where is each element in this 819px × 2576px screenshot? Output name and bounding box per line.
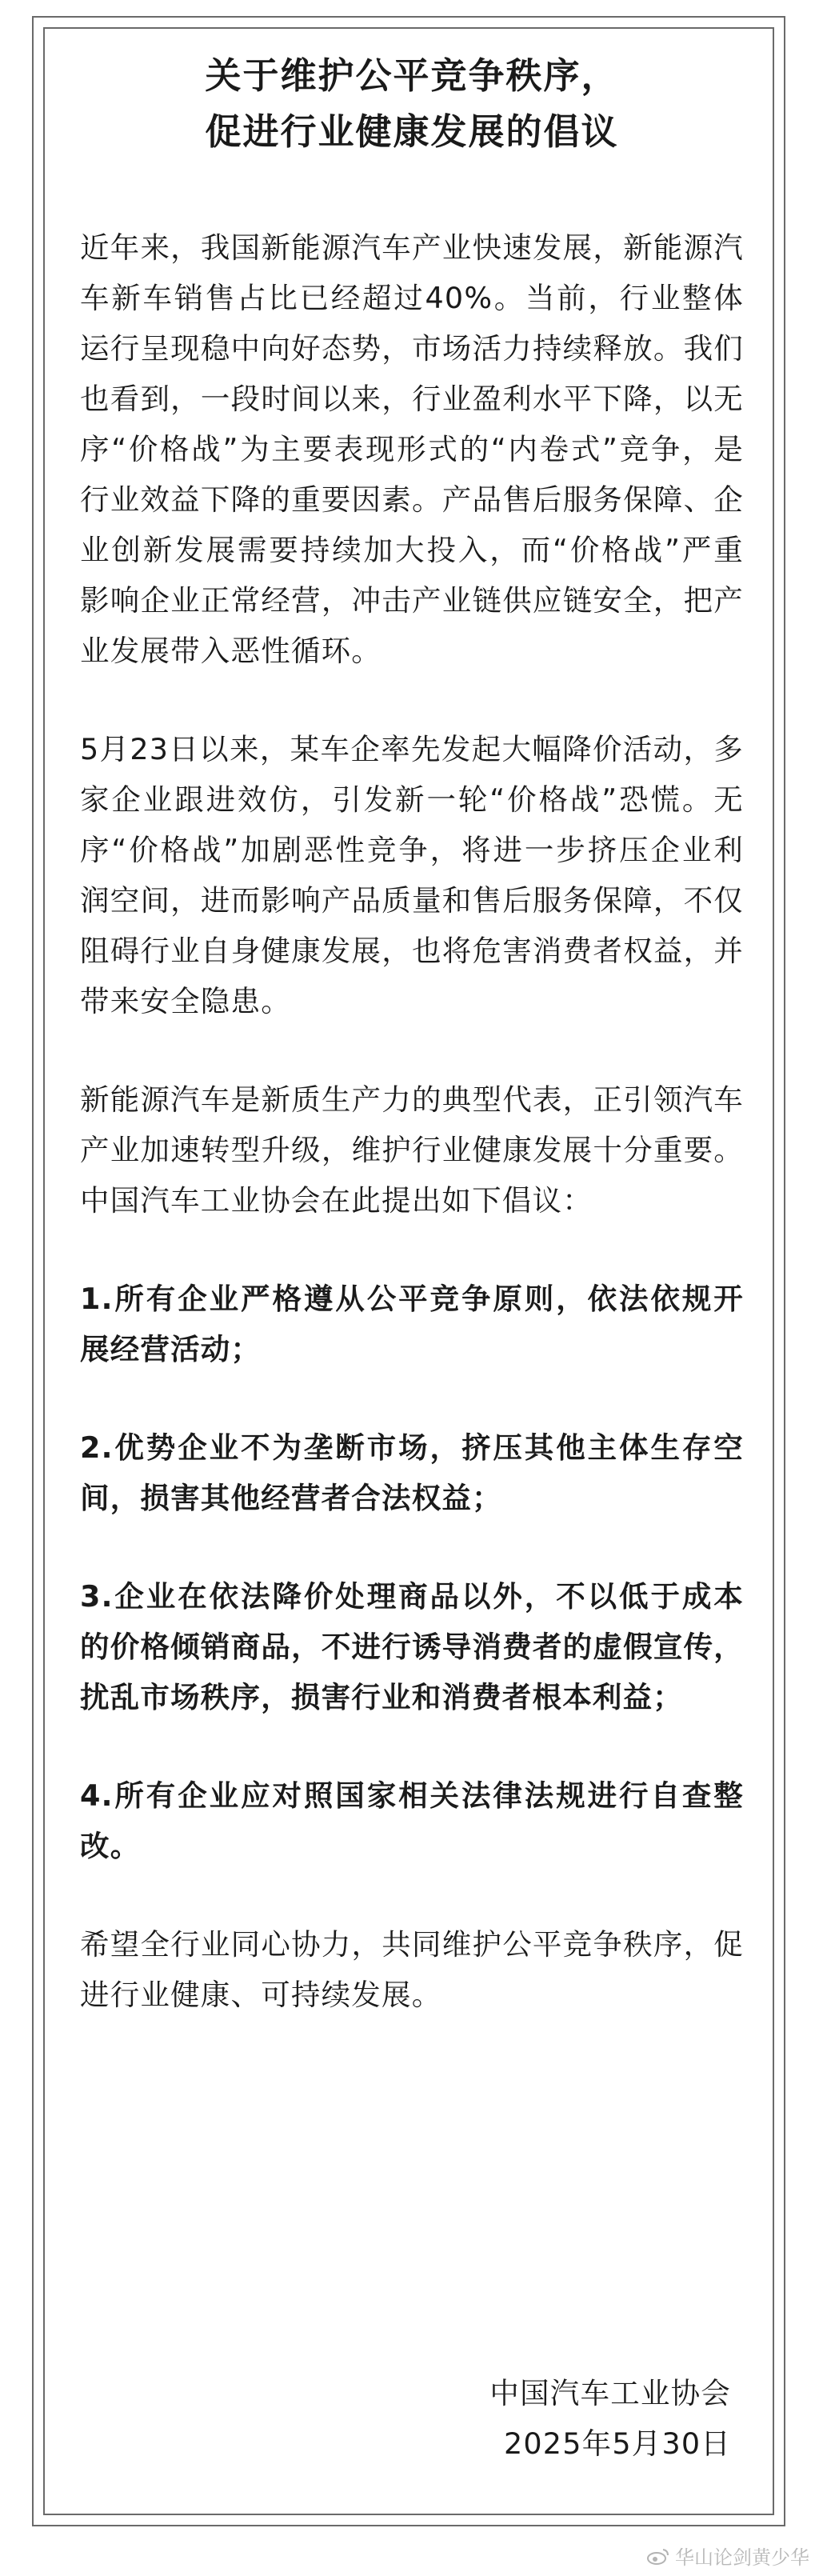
paragraph-intro: 近年来，我国新能源汽车产业快速发展，新能源汽车新车销售占比已经超过40%。当前，行业整体运行呈现稳中向好态势，市场活力持续释放。我们也看到，一段时间以来，行业盈利水平下降，以无序“价格战”为主要表现形式的“内卷式”竞争，是行业效益下降的重要因素。产品售后服务保障、企业创新发展需要持续加大投入，而“价格战”严重影响企业正常经营，冲击产业链供应链安全，把产业发展带入恶性循环。 (80, 230, 744, 668)
watermark (646, 2542, 809, 2570)
document-body (80, 48, 744, 2068)
title-line-1: 关于维护公平竞争秩序， (205, 54, 619, 97)
watermark-text: 华山论剑黄少华 (675, 2546, 809, 2569)
weibo-icon (646, 2546, 670, 2566)
paragraph-price-war: 5月23日以来，某车企率先发起大幅降价活动，多家企业跟进效仿，引发新一轮“价格战”恐慌。无序“价格战”加剧恶性竞争，将进一步挤压企业利润空间，进而影响产品质量和售后服务保障，不仅阻碍行业自身健康发展，也将危害消费者权益，并带来安全隐患。 (80, 732, 744, 1018)
proposal-item-3: 3.企业在依法降价处理商品以外，不以低于成本的价格倾销商品，不进行诱导消费者的虚假宣传，扰乱市场秩序，损害行业和消费者根本利益； (80, 1579, 744, 1714)
paragraph-closing: 希望全行业同心协力，共同维护公平竞争秩序，促进行业健康、可持续发展。 (80, 1927, 744, 2012)
proposal-item-4: 4.所有企业应对照国家相关法律法规进行自查整改。 (80, 1778, 744, 1863)
document-title (80, 48, 744, 160)
proposal-item-1: 1.所有企业严格遵从公平竞争原则，依法依规开展经营活动； (80, 1282, 744, 1366)
paragraph-proposal-lead: 新能源汽车是新质生产力的典型代表，正引领汽车产业加速转型升级，维护行业健康发展十分重要。中国汽车工业协会在此提出如下倡议： (80, 1082, 744, 1218)
title-line-2: 促进行业健康发展的倡议 (205, 110, 619, 153)
signature-organization: 中国汽车工业协会 (489, 2376, 731, 2410)
signature-date: 2025年5月30日 (503, 2426, 731, 2461)
signature-block (489, 2368, 731, 2469)
proposal-item-2: 2.优势企业不为垄断市场，挤压其他主体生存空间，损害其他经营者合法权益； (80, 1430, 744, 1515)
